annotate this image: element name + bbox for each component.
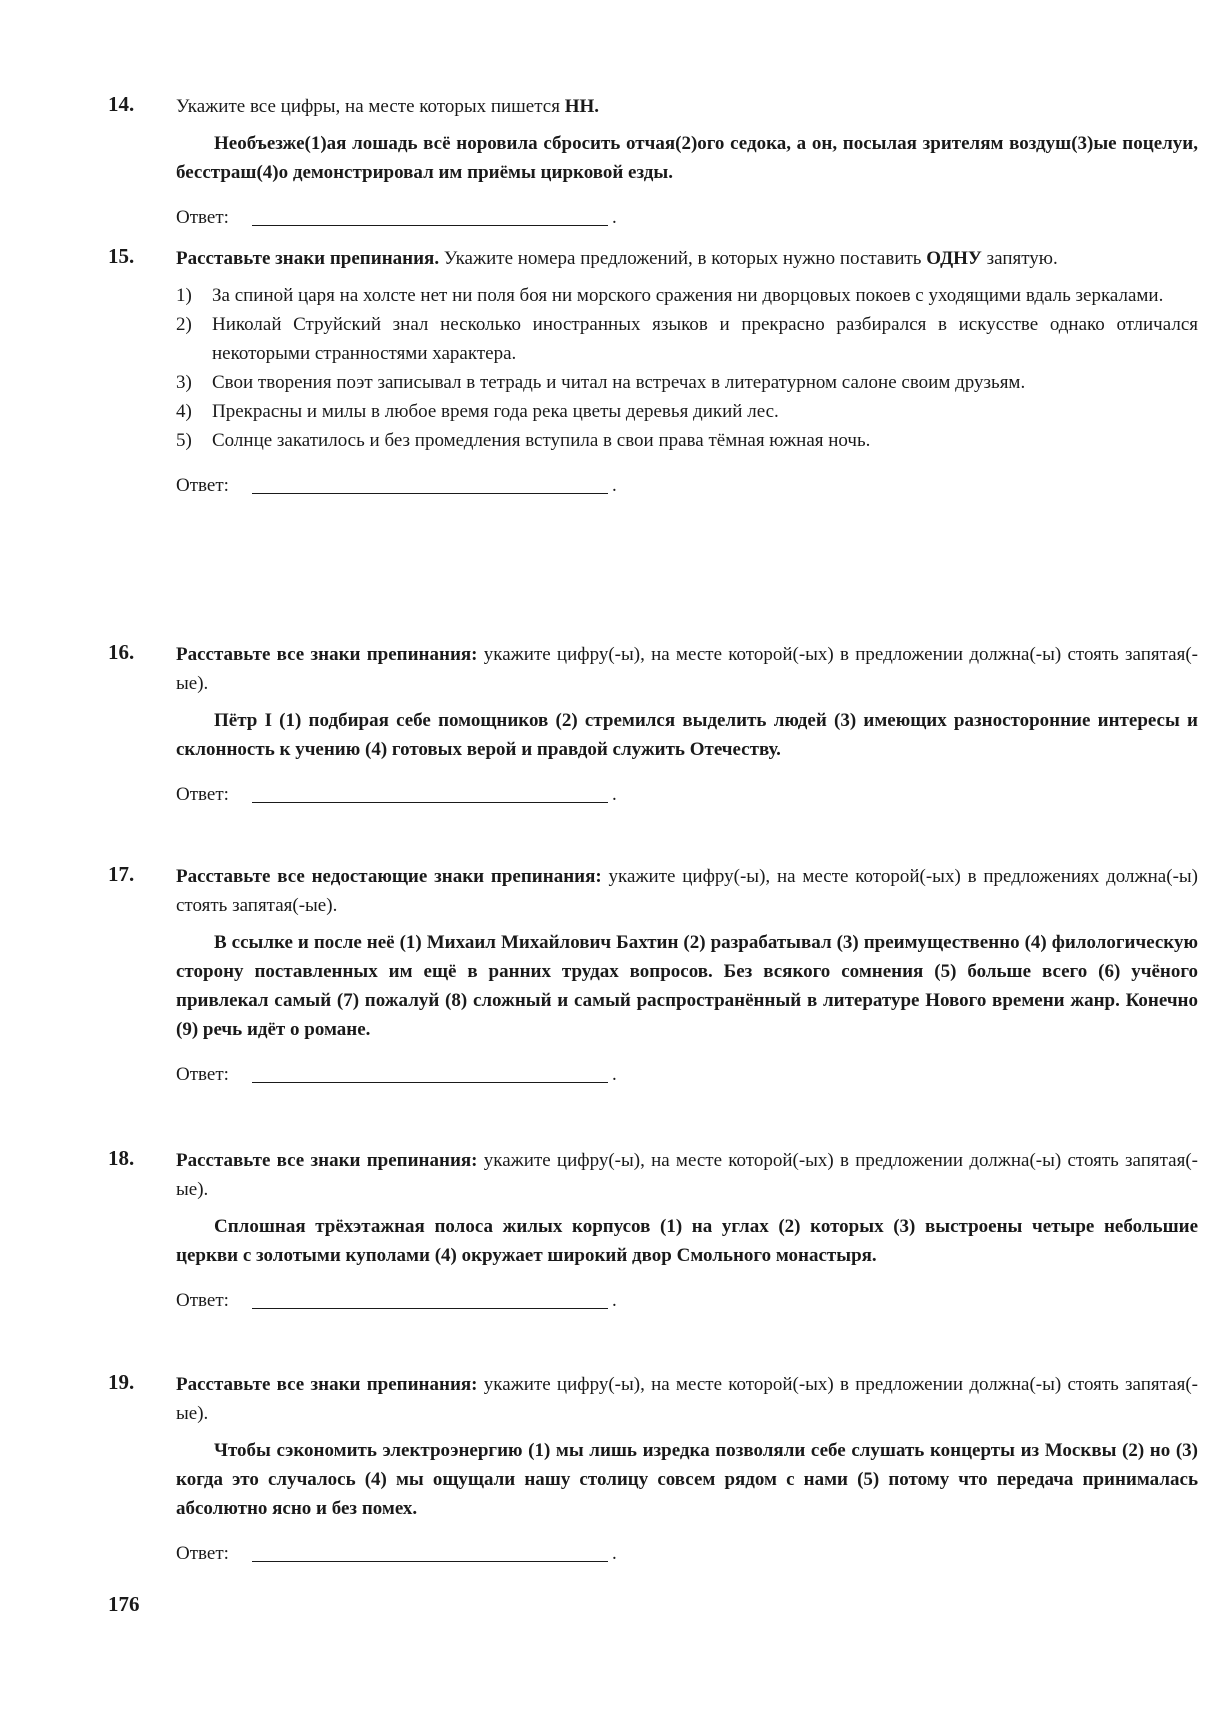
answer-label: Ответ: [176,207,229,228]
question-text: Сплошная трёхэтажная полоса жилых корпусов (1) на углах (2) которых (3) выстроены четыре небольшие церкви с золотыми куполами (4) окружает широкий двор Смольного монастыря. [176,1216,1198,1266]
question-text: Необъезже(1)ая лошадь всё норовила сбросить отчая(2)ого седока, а он, посылая зрителям воздуш(3)ые поцелуи, бесстраш(4)о демонстрировал им приёмы цирковой езды. [176,133,1198,183]
question-instruction: Укажите все цифры, на месте которых пишется НН. [176,96,600,117]
list-item: 3) Свои творения поэт записывал в тетрадь и читал на встречах в литературном салоне своим друзьям. [176,372,1026,393]
list-item: 5) Солнце закатилось и без промедления вступила в свои права тёмная южная ночь. [176,430,871,451]
question-number: 16. [108,640,135,664]
question-instruction: Расставьте все знаки препинания: укажите цифру(-ы), на месте которой(-ых) в предложении должна(-ы) стоять запятая(-ые). [176,644,1198,694]
answer-field[interactable]: Ответ: . [176,1284,1198,1314]
question-text: Чтобы сэкономить электроэнергию (1) мы лишь изредка позволяли себе слушать концерты из Москвы (2) но (3) когда это случалось (4) мы ощущали нашу столицу совсем рядом с нами (5) потому что передача принималась абсолютно ясно и без помех. [176,1440,1198,1519]
list-item: 4) Прекрасны и милы в любое время года река цветы деревья дикий лес. [176,401,779,422]
answer-label: Ответ: [176,475,229,496]
answer-line[interactable] [252,1082,608,1083]
answer-label: Ответ: [176,784,229,805]
question-number: 17. [108,862,135,886]
question-number: 15. [108,244,135,268]
question-17 [108,862,1198,1088]
question-instruction: Расставьте все знаки препинания: укажите цифру(-ы), на месте которой(-ых) в предложении должна(-ы) стоять запятая(-ые). [176,1150,1198,1200]
question-instruction: Расставьте все знаки препинания: укажите цифру(-ы), на месте которой(-ых) в предложении должна(-ы) стоять запятая(-ые). [176,1374,1198,1424]
answer-line[interactable] [252,493,608,494]
answer-line[interactable] [252,802,608,803]
answer-field[interactable]: Ответ: . [176,1537,1198,1567]
question-16 [108,640,1198,808]
list-item: 2) Николай Струйский знал несколько иностранных языков и прекрасно разбирался в искусстве однако отличался некоторыми странностями характера. [176,314,1198,364]
question-14 [108,92,1198,231]
answer-label: Ответ: [176,1064,229,1085]
answer-field[interactable]: Ответ: . [176,469,1198,499]
question-number: 14. [108,92,135,116]
answer-label: Ответ: [176,1543,229,1564]
question-number: 18. [108,1146,135,1170]
question-18 [108,1146,1198,1314]
list-item: 1) За спиной царя на холсте нет ни поля боя ни морского сражения ни дворцовых покоев с уходящими вдаль зеркалами. [176,285,1164,306]
answer-line[interactable] [252,225,608,226]
question-15 [108,244,1198,499]
answer-field[interactable]: Ответ: . [176,201,1198,231]
answer-field[interactable]: Ответ: . [176,1058,1198,1088]
question-text: Пётр I (1) подбирая себе помощников (2) стремился выделить людей (3) имеющих разносторонние интересы и склонность к учению (4) готовых верой и правдой служить Отечеству. [176,710,1198,760]
answer-line[interactable] [252,1561,608,1562]
page-number: 176 [108,1592,140,1616]
question-number: 19. [108,1370,135,1394]
answer-label: Ответ: [176,1290,229,1311]
question-19 [108,1370,1198,1567]
question-instruction: Расставьте все недостающие знаки препинания: укажите цифру(-ы), на месте которой(-ых) в предложениях должна(-ы) стоять запятая(-ые). [176,866,1198,916]
question-text: В ссылке и после неё (1) Михаил Михайлович Бахтин (2) разрабатывал (3) преимущественно (4) филологическую сторону поставленных им ещё в ранних трудах вопросов. Без всякого сомнения (5) больше всего (6) учёного привлекал самый (7) пожалуй (8) сложный и самый распространённый в литературе Нового времени жанр. Конечно (9) речь идёт о романе. [176,932,1198,1040]
question-instruction: Расставьте знаки препинания. Укажите номера предложений, в которых нужно поставить ОДНУ запятую. [176,248,1058,269]
answer-line[interactable] [252,1308,608,1309]
answer-field[interactable]: Ответ: . [176,778,1198,808]
sentence-list [176,281,1198,455]
